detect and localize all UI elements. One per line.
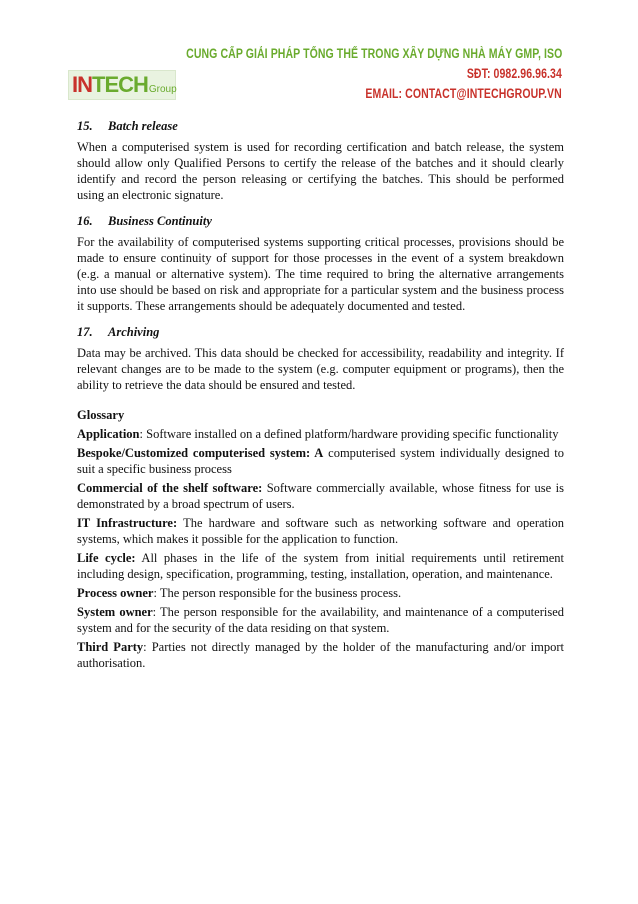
glossary-term: Commercial of the shelf software: <box>77 481 263 495</box>
glossary-entry-cots <box>77 480 564 512</box>
section-heading-business-continuity <box>77 213 564 229</box>
section-text-archiving: Data may be archived. This data should be checked for accessibility, readability and integrity. If relevant changes are to be made to the system (e.g. computer equipment or programs), then the ability to retrieve the data should be ensured and tested. <box>77 346 564 392</box>
glossary-entry-application <box>77 426 564 442</box>
glossary-separator: : <box>153 586 160 600</box>
section-title: Archiving <box>108 325 160 339</box>
glossary-separator: : <box>139 427 147 441</box>
section-text-batch-release: When a computerised system is used for recording certification and batch release, the system should allow only Qualified Persons to certify the release of the batches and it should clearly identify and record the person releasing or certifying the batches. This should be performed using an electronic signature. <box>77 140 564 202</box>
glossary-entry-process-owner <box>77 585 564 601</box>
glossary-title: Glossary <box>77 408 125 422</box>
glossary-entry-life-cycle <box>77 550 564 582</box>
glossary-term: System owner <box>77 605 153 619</box>
glossary-term: Process owner <box>77 586 154 600</box>
glossary-entry-it-infrastructure <box>77 515 564 547</box>
glossary-term: Third Party <box>77 640 144 654</box>
section-number: 15. <box>77 119 93 133</box>
logo-text-tech: TECH <box>92 72 148 97</box>
glossary-term: Bespoke/Customized computerised system: A <box>77 446 324 460</box>
glossary-definition: The person responsible for the availability, and maintenance of a computerised system and for the security of the data residing on that system. <box>77 605 565 635</box>
section-heading-archiving <box>77 324 564 340</box>
glossary-definition: Software commercially available, whose fitness for use is demonstrated by a broad spectrum of users. <box>77 481 564 511</box>
glossary-definition: All phases in the life of the system from initial requirements until retirement including design, specification, programming, testing, installation, operation, and maintenance. <box>77 551 564 581</box>
header-email: EMAIL: CONTACT@INTECHGROUP.VN <box>365 86 562 101</box>
header-tagline: CUNG CẤP GIẢI PHÁP TỔNG THỂ TRONG XÂY DỰNG NHÀ MÁY GMP, ISO <box>185 46 562 61</box>
glossary-entry-system-owner <box>77 604 564 636</box>
section-text-business-continuity: For the availability of computerised systems supporting critical processes, provisions should be made to ensure continuity of support for those processes in the event of a system breakdown (e.g. a manual or alternative system). The time required to bring the alternative arrangements into use should be based on risk and appropriate for a particular system and the business process it supports. These arrangements should be adequately documented and tested. <box>77 235 564 313</box>
document-body <box>77 118 564 674</box>
glossary-entry-bespoke <box>77 445 564 477</box>
glossary-definition: Software installed on a defined platform/hardware providing specific functionality <box>146 427 559 441</box>
glossary-definition: Parties not directly managed by the holder of the manufacturing and/or import authorisation. <box>77 640 564 670</box>
logo-text-group: Group <box>148 83 177 95</box>
section-title: Business Continuity <box>108 214 212 228</box>
glossary-definition: computerised system individually designed to suit a specific business process <box>77 446 564 476</box>
header-phone: SĐT: 0982.96.96.34 <box>466 66 562 81</box>
glossary-separator: : <box>152 605 161 619</box>
glossary-definition: The hardware and software such as networking software and operation systems, which makes it possible for the application to function. <box>77 516 565 546</box>
glossary-term: Application <box>77 427 140 441</box>
glossary-term: IT Infrastructure: <box>77 516 178 530</box>
section-number: 16. <box>77 214 93 228</box>
glossary-separator: : <box>143 640 152 654</box>
section-number: 17. <box>77 325 93 339</box>
company-logo <box>68 70 176 100</box>
section-heading-batch-release <box>77 118 564 134</box>
glossary-definition: The person responsible for the business process. <box>159 586 402 600</box>
glossary-term: Life cycle: <box>77 551 136 565</box>
logo-text-in: IN <box>72 72 92 97</box>
section-title: Batch release <box>108 119 178 133</box>
glossary-entry-third-party <box>77 639 564 671</box>
